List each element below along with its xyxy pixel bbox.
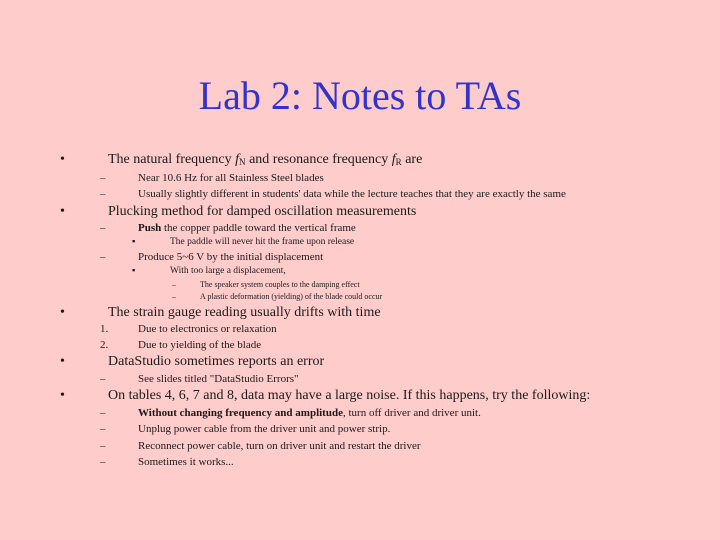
dash-marker: – <box>100 456 106 468</box>
dash-marker: – <box>100 172 106 184</box>
note-produce-voltage: Produce 5~6 V by the initial displacement <box>138 251 324 263</box>
note-sometimes-works: Sometimes it works... <box>138 456 234 468</box>
dash-marker: – <box>172 280 176 289</box>
bullet-marker: • <box>60 388 65 403</box>
number-marker: 1. <box>100 323 109 335</box>
square-marker: ▪ <box>132 266 136 276</box>
slide-title: Lab 2: Notes to TAs <box>198 73 522 118</box>
note-natural-frequency: The natural frequency $f_N$ and resonance frequency $f_R$ are <box>108 152 423 167</box>
note-reconnect-power: Reconnect power cable, turn on driver unit and restart the driver <box>138 440 421 452</box>
note-10-6-hz: Near 10.6 Hz for all Stainless Steel blades <box>138 172 324 184</box>
dash-marker: – <box>100 440 106 452</box>
dash-marker: – <box>172 292 176 301</box>
note-turn-off-driver: Without changing frequency and amplitude, turn off driver and driver unit. <box>138 407 481 419</box>
note-push-paddle: Push the copper paddle toward the vertical frame <box>138 222 356 234</box>
note-drift-yielding: Due to yielding of the blade <box>138 339 262 351</box>
note-see-slides: See slides titled "DataStudio Errors" <box>138 373 299 385</box>
note-paddle-never-hits: The paddle will never hit the frame upon release <box>170 237 355 247</box>
note-slightly-different: Usually slightly different in students' data while the lecture teaches that they are exactly the same <box>138 188 566 200</box>
bullet-marker: • <box>60 354 65 369</box>
note-speaker-couples: The speaker system couples to the damping effect <box>200 280 360 289</box>
note-unplug-power: Unplug power cable from the driver unit and power strip. <box>138 423 391 435</box>
bullet-marker: • <box>60 305 65 320</box>
dash-marker: – <box>100 373 106 385</box>
note-plucking-method: Plucking method for damped oscillation measurements <box>108 204 417 219</box>
note-large-noise: On tables 4, 6, 7 and 8, data may have a large noise. If this happens, try the following: <box>108 388 591 403</box>
number-marker: 2. <box>100 339 109 351</box>
dash-marker: – <box>100 188 106 200</box>
dash-marker: – <box>100 407 106 419</box>
dash-marker: – <box>100 423 106 435</box>
note-too-large-displacement: With too large a displacement, <box>170 266 286 276</box>
note-datastudio-error: DataStudio sometimes reports an error <box>108 354 325 369</box>
dash-marker: – <box>100 222 106 234</box>
dash-marker: – <box>100 251 106 263</box>
bullet-marker: • <box>60 204 65 219</box>
bullet-marker: • <box>60 152 65 167</box>
note-drift-electronics: Due to electronics or relaxation <box>138 323 277 335</box>
note-plastic-deformation: A plastic deformation (yielding) of the blade could occur <box>200 292 383 301</box>
note-strain-gauge-drift: The strain gauge reading usually drifts with time <box>108 305 381 320</box>
square-marker: ▪ <box>132 237 136 247</box>
